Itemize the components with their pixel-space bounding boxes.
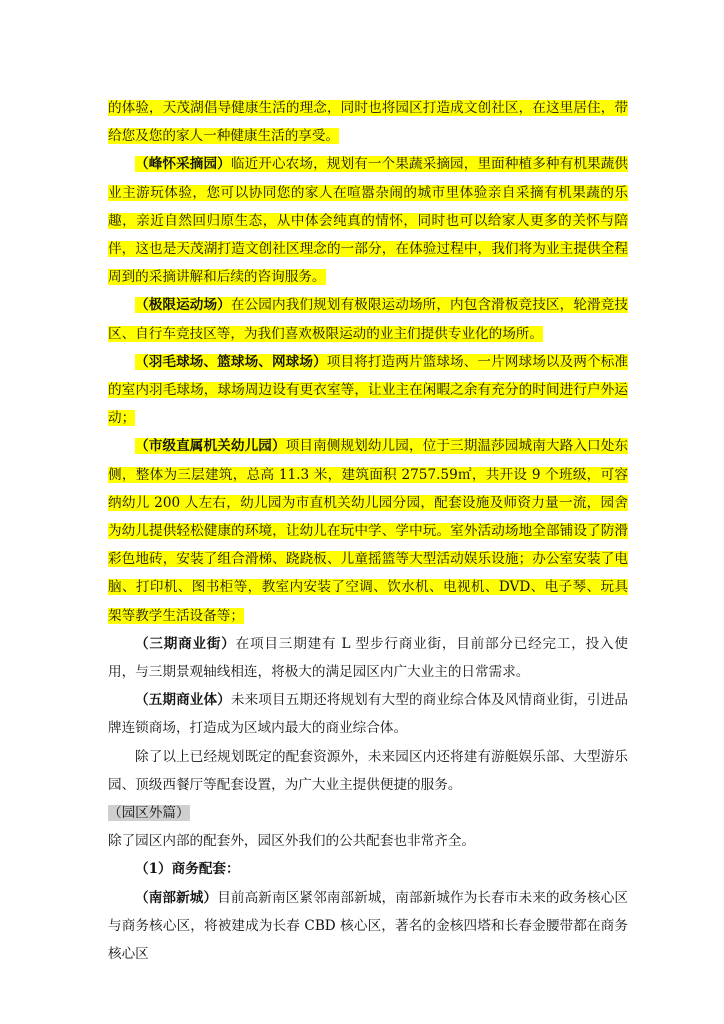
paragraph-kindergarten <box>108 432 628 629</box>
subheading-text: （1）商务配套： <box>135 861 240 878</box>
paragraph-phase5-complex <box>108 686 628 742</box>
extreme-sports-title: （极限运动场） <box>135 297 231 314</box>
phase5-complex-text: 未来项目五期还将规划有大型的商业综合体及风情商业街，引进品牌连锁商场，打造成为区域内最大的商业综合体。 <box>108 692 629 737</box>
document-body <box>108 94 628 968</box>
section-label-row <box>108 799 628 827</box>
intro-text: 的体验，天茂湖倡导健康生活的理念，同时也将园区打造成文创社区，在这里居住，带给您及您的家人一种健康生活的享受。 <box>108 100 628 145</box>
outer-intro-text: 除了园区内部的配套外，园区外我们的公共配套也非常齐全。 <box>108 833 476 850</box>
paragraph-intro <box>108 94 628 150</box>
section-label: （园区外篇） <box>108 805 190 822</box>
paragraph-picking-garden <box>108 150 628 291</box>
paragraph-outer-intro <box>108 827 628 855</box>
picking-garden-text: 临近开心农场，规划有一个果蔬采摘园，里面种植多种有机果蔬供业主游玩体验，您可以协同您的家人在喧嚣杂闹的城市里体验亲自采摘有机果蔬的乐趣，亲近自然回归原生态，从中体会纯真的情怀，同时也可以给家人更多的关怀与陪伴，这也是天茂湖打造文创社区理念的一部分，在体验过程中，我们将为业主提供全程周到的采摘讲解和后续的咨询服务。 <box>108 156 629 286</box>
picking-garden-title: （峰怀采摘园） <box>135 156 231 173</box>
phase3-street-text: 在项目三期建有 L 型步行商业街，目前部分已经完工，投入使用，与三期景观轴线相连，将极大的满足园区内广大业主的日常需求。 <box>108 635 629 681</box>
paragraph-ball-courts <box>108 348 628 433</box>
paragraph-future-facilities <box>108 743 628 799</box>
ball-courts-title: （羽毛球场、篮球场、网球场） <box>135 353 327 370</box>
kindergarten-title: （市级直属机关幼儿园） <box>135 438 286 455</box>
extreme-sports-text: 在公园内我们规划有极限运动场所，内包含滑板竞技区，轮滑竞技区、自行车竞技区等，为我们喜欢极限运动的业主们提供专业化的场所。 <box>108 297 629 342</box>
south-new-city-title: （南部新城） <box>135 889 218 906</box>
paragraph-phase3-street <box>108 630 628 686</box>
subheading-business <box>108 855 628 883</box>
future-facilities-text: 除了以上已经规划既定的配套资源外，未来园区内还将建有游艇娱乐部、大型游乐园、顶级西餐厅等配套设置，为广大业主提供便捷的服务。 <box>108 748 628 793</box>
ball-courts-text: 项目将打造两片篮球场、一片网球场以及两个标准的室内羽毛球场，球场周边设有更衣室等，让业主在闲暇之余有充分的时间进行户外运动； <box>108 353 629 427</box>
phase5-complex-title: （五期商业体） <box>135 692 231 709</box>
paragraph-extreme-sports <box>108 291 628 347</box>
south-new-city-text: 目前高新南区紧邻南部新城，南部新城作为长春市未来的政务核心区与商务核心区，将被建成为长春 CBD 核心区，著名的金核四塔和长春金腰带都在商务核心区 <box>108 889 629 963</box>
phase3-street-title: （三期商业街） <box>135 635 236 652</box>
paragraph-south-new-city <box>108 884 628 969</box>
kindergarten-text: 项目南侧规划幼儿园，位于三期温莎园城南大路入口处东侧，整体为三层建筑，总高 11.3 米，建筑面积 2757.59㎡，共开设 9 个班级，可容纳幼儿 200 人左右，幼儿园为市直机关幼儿园分园，配套设施及师资力量一流，园舍为幼儿提供轻松健康的环境，让幼儿在玩中学、学中玩。室外活动场地全部铺设了防滑彩色地砖，安装了组合滑梯、跷跷板、儿童摇篮等大型活动娱乐设施；办公室安装了电脑、打印机、图书柜等，教室内安装了空调、饮水机、电视机、DVD、电子琴、玩具架等教学生活设备等； <box>108 438 628 624</box>
